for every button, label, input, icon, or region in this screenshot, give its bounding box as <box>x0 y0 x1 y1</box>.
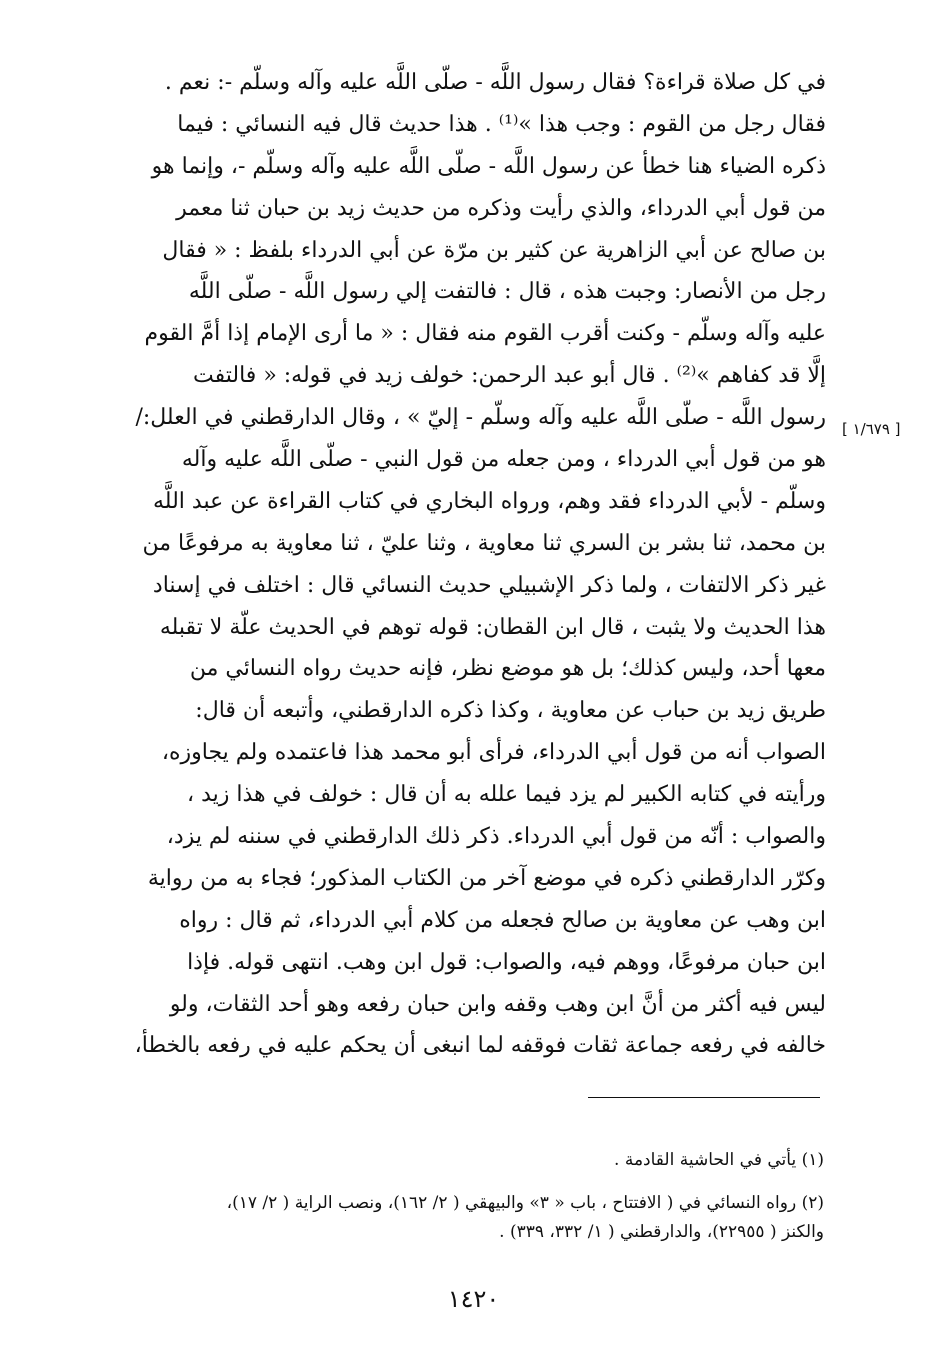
text-line: ليس فيه أكثر من أنَّ ابن وهب وقفه وابن حبان رفعه وهو أحد الثقات، ولو <box>169 991 826 1017</box>
text-line: خالفه في رفعه جماعة ثقات فوقفه لما انبغى أن يحكم عليه في رفعه بالخطأ، <box>134 1033 826 1059</box>
text-line: إلَّا قد كفاهم »⁽²⁾ . قال أبو عبد الرحمن: خولف زيد في قوله: « فالتفت <box>193 363 826 389</box>
text-line: وسلّم - لأبي الدرداء فقد وهم، ورواه البخاري في كتاب القراءة عن عبد اللَّه <box>153 488 826 514</box>
text-line: ابن حبان مرفوعًا، ووهم فيه، والصواب: قول ابن وهب. انتهى قوله. فإذا <box>187 949 826 975</box>
text-line: معها أحد، وليس كذلك؛ بل هو موضع نظر، فإنه حديث رواه النسائي من <box>189 656 826 682</box>
text-line: في كل صلاة قراءة؟ فقال رسول اللَّه - صلّى اللَّه عليه وآله وسلّم -: نعم . <box>164 70 826 95</box>
text-line: بن محمد، ثنا بشر بن السري ثنا معاوية ، وثنا عليّ ، ثنا معاوية به مرفوعًا من <box>142 530 826 556</box>
page-number: ١٤٢٠ <box>447 1285 500 1313</box>
footnote-1: (١) يأتي في الحاشية القادمة . <box>614 1150 824 1170</box>
text-line: هو من قول أبي الدرداء ، ومن جعله من قول النبي - صلّى اللَّه عليه وآله <box>181 447 826 473</box>
footnote-2: (٢) رواه النسائي في ( الافتتاح ، باب « ٣» والبيهقي ( ٢/ ١٦٢)، ونصب الراية ( ٢/ ١٧)، <box>226 1193 824 1213</box>
text-line: ابن وهب عن معاوية بن صالح فجعله من كلام أبي الدرداء، ثم قال : رواه <box>179 907 826 933</box>
text-line: طريق زيد بن حباب عن معاوية ، وكذا ذكره الدارقطني، وأتبعه أن قال: <box>195 698 826 724</box>
main-text <box>118 62 826 1067</box>
text-line: عليه وآله وسلّم - وكنت أقرب القوم منه فقال : « ما أرى الإمام إذا أمَّ القوم <box>144 321 826 347</box>
text-line: من قول أبي الدرداء، والذي رأيت وذكره من حديث زيد بن حبان ثنا معمر <box>176 195 826 221</box>
text-line: ورأيته في كتابه الكبير لم يزد فيما علله به أن قال : خولف في هذا زيد ، <box>187 782 826 808</box>
footnote-separator <box>588 1097 820 1098</box>
text-line: فقال رجل من القوم : وجب هذا »⁽¹⁾ . هذا حديث قال فيه النسائي : فيما <box>177 111 826 137</box>
text-line: غير ذكر الالتفات ، ولما ذكر الإشبيلي حديث النسائي قال : اختلف في إسناد <box>152 572 826 598</box>
text-line: رسول اللَّه - صلّى اللَّه عليه وآله وسلّم - إليّ » ، وقال الدارقطني في العلل:/ <box>135 405 826 431</box>
footnotes <box>112 1146 824 1247</box>
text-line: رجل من الأنصار: وجبت هذه ، قال : فالتفت إلي رسول اللَّه - صلّى اللَّه <box>188 279 826 305</box>
footnote-spacer <box>112 1175 824 1189</box>
manuscript-folio-marker: [ ١/٦٧٩ ] <box>842 420 901 438</box>
text-line: وكرّر الدارقطني ذكره في موضع آخر من الكتاب المذكور؛ فجاء به من رواية <box>147 865 826 891</box>
footnote-2-continued: والكنز ( ٢٢٩٥٥)، والدارقطني ( ١/ ٣٣٢، ٣٣٩) . <box>499 1222 824 1242</box>
text-line: الصواب أنه من قول أبي الدرداء، فرأى أبو محمد هذا فاعتمده ولم يجاوزه، <box>161 740 826 766</box>
text-line: بن صالح عن أبي الزاهرية عن كثير بن مرّة عن أبي الدرداء بلفظ : « فقال <box>162 237 826 263</box>
text-line: هذا الحديث ولا يثبت ، قال ابن القطان: قوله توهم في الحديث علّة لا تقبله <box>159 614 826 640</box>
text-line: والصواب : أنّه من قول أبي الدرداء. ذكر ذلك الدارقطني في سننه لم يزد، <box>166 824 826 850</box>
text-line: ذكره الضياء هنا خطأ عن رسول اللَّه - صلّى اللَّه عليه وآله وسلّم -، وإنما هو <box>151 153 826 179</box>
